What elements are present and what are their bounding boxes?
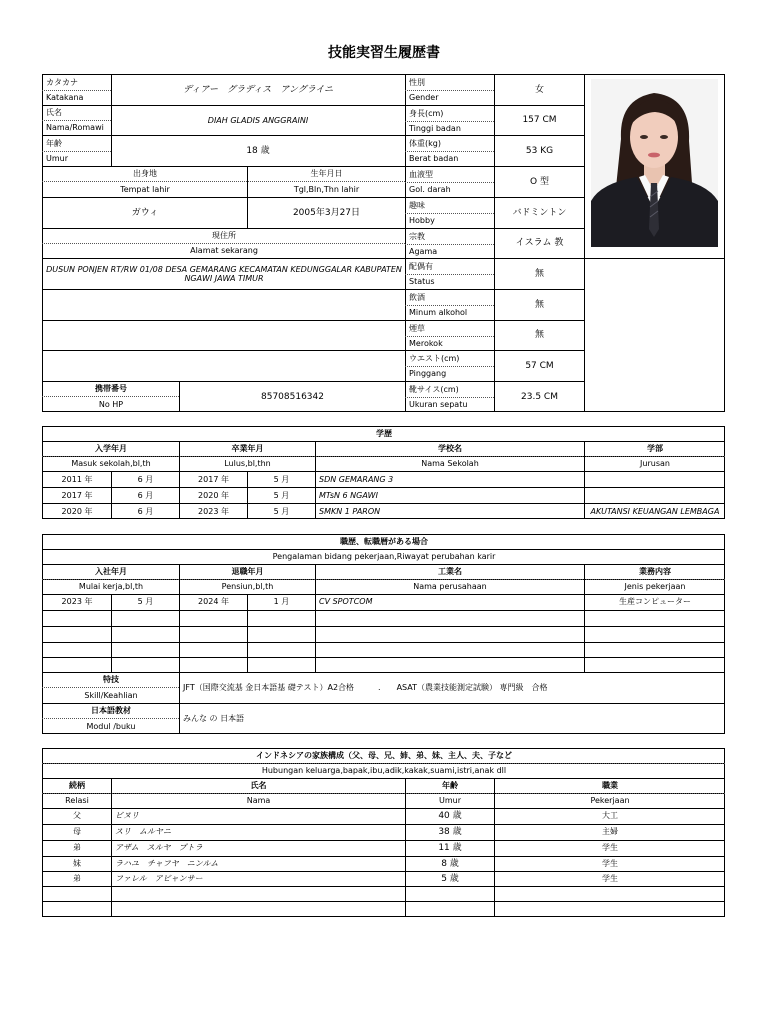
attr-sublabel: Ukuran sepatu xyxy=(409,400,468,410)
work-header: 職歴、転職暦がある場合 xyxy=(340,537,428,547)
family-name: ファレル アビャンサー xyxy=(115,874,203,884)
edu-grad-month: 5 月 xyxy=(273,506,290,516)
family-occupation: 大工 xyxy=(602,811,618,821)
applicant-photo xyxy=(591,79,718,247)
work-header-sub: Pengalaman bidang pekerjaan,Riwayat perubahan karir xyxy=(272,552,496,562)
work-start-month xyxy=(112,658,179,672)
family-age: 8 歳 xyxy=(441,858,459,869)
edu-entry-year: 2017 年 xyxy=(61,490,93,500)
attr-value: 無 xyxy=(534,330,544,341)
address-label: 現住所 xyxy=(212,231,236,241)
attr-sublabel: Agama xyxy=(409,246,438,256)
fam-col-age: 年齢 xyxy=(442,781,458,791)
work-job: 生産コンピューター xyxy=(619,597,691,607)
work-job xyxy=(585,611,725,625)
edu-grad-year: 2023 年 xyxy=(198,506,229,516)
attr-sublabel: Status xyxy=(409,277,435,287)
family-header-sub: Hubungan keluarga,bapak,ibu,adik,kakak,suami,istri,anak dll xyxy=(261,766,507,776)
edu-entry-year: 2011 年 xyxy=(61,474,93,484)
work-end-year: 2024 年 xyxy=(198,597,229,607)
edu-col-entry: 入学年月 xyxy=(95,444,127,454)
work-end-year xyxy=(180,643,247,657)
phone-label: 携帯番号 xyxy=(95,384,127,394)
attr-sublabel: Berat badan xyxy=(409,154,459,164)
work-end-year xyxy=(180,611,247,625)
attr-label: 配偶有 xyxy=(409,261,433,271)
work-start-month: 5 月 xyxy=(137,597,154,607)
work-end-month xyxy=(248,658,315,672)
fam-col-rel-sub: Relasi xyxy=(65,796,89,806)
attr-value: 無 xyxy=(534,268,544,279)
education-header: 学歴 xyxy=(376,429,392,439)
name-value: DIAH GLADIS ANGGRAINI xyxy=(207,115,309,125)
family-age: 11 歳 xyxy=(438,842,462,853)
work-company xyxy=(316,643,584,657)
attr-label: 血液型 xyxy=(409,169,433,179)
edu-col-major-sub: Jurusan xyxy=(640,459,670,469)
edu-school: SMKN 1 PARON xyxy=(319,506,381,516)
attr-sublabel: Merokok xyxy=(409,338,443,348)
family-name xyxy=(112,902,405,916)
age-label: 年齢 xyxy=(46,138,62,148)
book-value: みんな の 日本語 xyxy=(183,714,245,724)
edu-col-major: 学部 xyxy=(647,444,663,454)
family-age: 40 歳 xyxy=(438,810,462,821)
name-label: 氏名 xyxy=(46,108,62,118)
skill-value: JFT（国際交流基 金日本語基 礎テスト）A2合格 . ASAT（農業技能測定試験） 専門級 合格 xyxy=(183,683,548,693)
edu-grad-year: 2020 年 xyxy=(198,490,229,500)
katakana-sublabel: Katakana xyxy=(46,93,84,103)
katakana-value: ディアー グラディス アングライニ xyxy=(182,84,334,95)
work-col-start: 入社年月 xyxy=(95,567,127,577)
attr-label: ウエスト(cm) xyxy=(409,353,460,363)
family-occupation xyxy=(495,887,725,901)
address-value: DUSUN PONJEN RT/RW 01/08 DESA GEMARANG KECAMATAN KEDUNGGALAR KABUPATEN NGAWI JAWA TIMUR xyxy=(46,264,402,283)
book-label: 日本語教材 xyxy=(91,706,131,716)
family-name: アザム スルヤ プトラ xyxy=(115,843,203,853)
edu-grad-month: 5 月 xyxy=(273,474,290,484)
work-end-year xyxy=(180,627,247,641)
fam-col-age-sub: Umur xyxy=(438,796,461,806)
family-relation: 弟 xyxy=(73,874,81,884)
work-end-month xyxy=(248,643,315,657)
edu-major xyxy=(585,488,725,503)
work-end-month: 1 月 xyxy=(273,597,290,607)
family-occupation: 学生 xyxy=(602,874,618,884)
attr-label: 煙草 xyxy=(409,323,425,333)
katakana-label: カタカナ xyxy=(46,77,78,87)
attr-value: 53 KG xyxy=(525,145,554,156)
work-start-year xyxy=(43,658,111,672)
family-occupation: 学生 xyxy=(602,843,618,853)
fam-col-job-sub: Pekerjaan xyxy=(590,796,630,806)
work-start-year xyxy=(43,627,111,641)
work-start-year xyxy=(43,643,111,657)
family-age: 38 歳 xyxy=(438,826,462,837)
work-start-month xyxy=(112,643,179,657)
attr-value: バドミントン xyxy=(512,207,567,218)
work-end-year xyxy=(180,658,247,672)
age-sublabel: Umur xyxy=(46,154,69,164)
work-job xyxy=(585,643,725,657)
attr-label: 趣味 xyxy=(409,200,425,210)
edu-major: AKUTANSI KEUANGAN LEMBAGA xyxy=(590,506,720,516)
family-name: スリ ムルヤニ xyxy=(115,827,171,837)
attr-label: 飲酒 xyxy=(409,292,425,302)
work-col-company: 工業名 xyxy=(438,567,462,577)
work-col-company-sub: Nama perusahaan xyxy=(413,582,487,592)
skill-label: 特技 xyxy=(103,675,119,685)
family-relation: 母 xyxy=(73,827,81,837)
work-end-month xyxy=(248,627,315,641)
phone-value: 85708516342 xyxy=(261,391,324,402)
edu-col-grad: 卒業年月 xyxy=(231,444,264,454)
birthdate-sublabel: Tgl,Bln,Thn lahir xyxy=(293,184,360,194)
edu-school: MTsN 6 NGAWI xyxy=(319,490,378,500)
attr-label: 宗教 xyxy=(409,231,425,241)
family-relation: 妹 xyxy=(73,859,81,869)
work-col-end: 退職年月 xyxy=(231,567,264,577)
attr-value: イスラム 教 xyxy=(515,238,564,249)
attr-value: 無 xyxy=(534,299,544,310)
phone-sublabel: No HP xyxy=(98,399,124,409)
edu-col-school: 学校名 xyxy=(438,444,462,454)
family-relation: 弟 xyxy=(73,843,81,853)
family-header: インドネシアの家族構成（父、母、兄、姉、弟、妹、主人、夫、子など xyxy=(256,751,512,761)
fam-col-job: 職業 xyxy=(602,781,618,791)
work-col-job-sub: Jenis pekerjaan xyxy=(624,582,686,592)
age-value: 18 歳 xyxy=(246,145,270,156)
family-occupation: 学生 xyxy=(602,859,618,869)
attr-value: 57 CM xyxy=(525,360,554,371)
fam-col-name: 氏名 xyxy=(250,781,267,791)
attr-value: 女 xyxy=(534,84,544,95)
work-col-end-sub: Pensiun,bl,th xyxy=(221,582,274,592)
name-sublabel: Nama/Romawi xyxy=(46,123,104,133)
fam-col-rel: 続柄 xyxy=(69,781,85,791)
skill-sublabel: Skill/Keahlian xyxy=(84,690,138,700)
edu-col-entry-sub: Masuk sekolah,bl,th xyxy=(71,459,151,469)
page-title: 技能実習生履歴書 xyxy=(328,45,440,61)
family-age: 5 歳 xyxy=(441,873,459,884)
edu-entry-month: 6 月 xyxy=(137,506,154,516)
attr-sublabel: Gender xyxy=(409,93,439,103)
edu-grad-month: 5 月 xyxy=(273,490,290,500)
fam-col-name-sub: Nama xyxy=(246,796,271,806)
family-age xyxy=(406,902,494,916)
birthplace-label: 出身地 xyxy=(133,169,157,179)
work-job xyxy=(585,658,725,672)
birthdate-label: 生年月日 xyxy=(310,169,343,179)
edu-col-grad-sub: Lulus,bl,thn xyxy=(224,459,271,469)
family-occupation xyxy=(495,902,725,916)
attr-value: 157 CM xyxy=(522,115,557,126)
family-name: ビヌリ xyxy=(115,811,139,821)
family-age xyxy=(406,887,494,901)
family-relation xyxy=(43,887,111,901)
birthplace-value: ガウィ xyxy=(131,207,159,218)
work-company xyxy=(316,658,584,672)
attr-sublabel: Hobby xyxy=(409,216,435,226)
address-sublabel: Alamat sekarang xyxy=(190,246,258,256)
family-occupation: 主婦 xyxy=(602,827,618,837)
work-start-month xyxy=(112,611,179,625)
attr-label: 靴サイス(cm) xyxy=(409,384,459,394)
work-company: CV SPOTCOM xyxy=(319,597,373,607)
attr-sublabel: Gol. darah xyxy=(409,185,451,195)
work-end-month xyxy=(248,611,315,625)
edu-grad-year: 2017 年 xyxy=(198,474,229,484)
attr-sublabel: Minum alkohol xyxy=(409,308,468,318)
work-start-year xyxy=(43,611,111,625)
work-col-start-sub: Mulai kerja,bl,th xyxy=(78,582,144,592)
work-job xyxy=(585,627,725,641)
work-company xyxy=(316,627,584,641)
attr-value: 23.5 CM xyxy=(521,391,558,402)
family-relation xyxy=(43,902,111,916)
edu-col-school-sub: Nama Sekolah xyxy=(421,459,479,469)
edu-major xyxy=(585,472,725,487)
edu-entry-month: 6 月 xyxy=(137,474,154,484)
edu-school: SDN GEMARANG 3 xyxy=(319,474,394,484)
family-relation: 父 xyxy=(73,811,81,821)
work-start-year: 2023 年 xyxy=(61,597,93,607)
work-start-month xyxy=(112,627,179,641)
attr-sublabel: Pinggang xyxy=(409,369,447,379)
attr-label: 性別 xyxy=(409,77,425,87)
attr-value: O 型 xyxy=(530,176,549,187)
family-name: ラハユ チャフヤ ニンルム xyxy=(115,859,219,869)
edu-entry-year: 2020 年 xyxy=(61,506,93,516)
work-company xyxy=(316,611,584,625)
family-name xyxy=(112,887,405,901)
birthdate-value: 2005年3月27日 xyxy=(292,207,361,218)
attr-sublabel: Tinggi badan xyxy=(409,123,461,133)
edu-entry-month: 6 月 xyxy=(137,490,154,500)
attr-label: 体重(kg) xyxy=(409,138,441,148)
attr-label: 身長(cm) xyxy=(409,108,444,118)
book-sublabel: Modul /buku xyxy=(86,721,136,731)
work-col-job: 業務内容 xyxy=(639,567,671,577)
birthplace-sublabel: Tempat lahir xyxy=(120,184,170,194)
